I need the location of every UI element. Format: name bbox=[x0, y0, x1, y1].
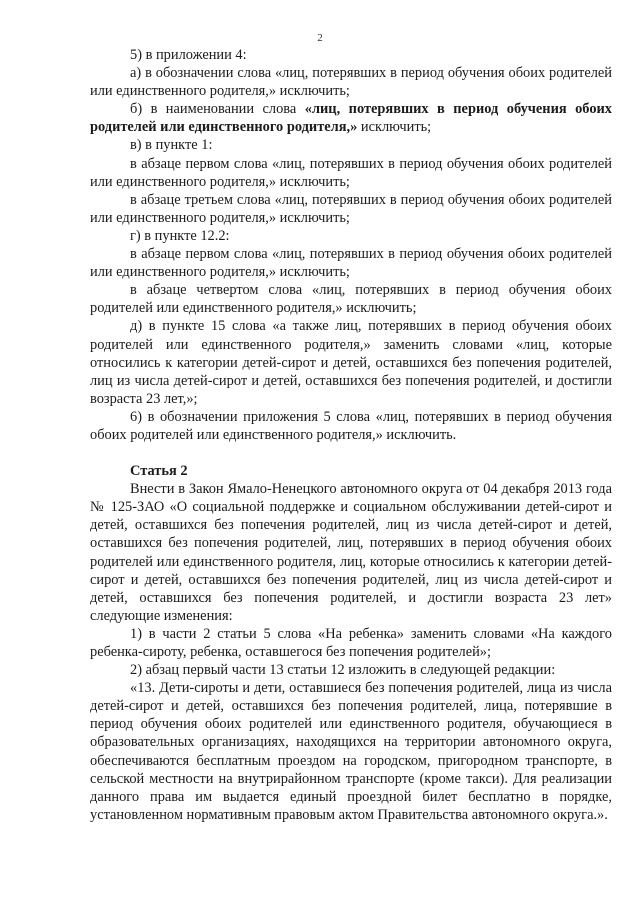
article-item-1: 1) в части 2 статьи 5 слова «На ребенка» заменить словами «На каждого ребенка-сироту, ребенка, оставшегося без попечения родителей»; bbox=[90, 625, 612, 660]
paragraph-item-6: 6) в обозначении приложения 5 слова «лиц, потерявших в период обучения обоих родителей или единственного родителя,» исключить. bbox=[90, 408, 612, 443]
article-item-2: 2) абзац первый части 13 статьи 12 изложить в следующей редакции: bbox=[130, 662, 556, 679]
document-body bbox=[90, 46, 612, 824]
paragraph-item-5d: д) в пункте 15 слова «а также лиц, потерявших в период обучения обоих родителей или единственного родителя,» заменить словами «лиц, которые относились к категории детей-сирот и детей, оставшихся без попечения родителей, лиц из числа детей-сирот и детей, оставшихся без попечения родителей, и достигли возраста 23 лет,»; bbox=[90, 318, 612, 407]
paragraph-subitem: в абзаце первом слова «лиц, потерявших в период обучения обоих родителей или единственного родителя,» исключить; bbox=[90, 246, 612, 281]
paragraph-item-5b bbox=[90, 100, 612, 136]
bold-phrase: «лиц, потерявших в период обучения обоих родителей или единственного родителя,» bbox=[90, 101, 612, 136]
paragraph-item-5a: а) в обозначении слова «лиц, потерявших в период обучения обоих родителей или единственного родителя,» исключить; bbox=[90, 65, 612, 100]
paragraph-subitem: в абзаце четвертом слова «лиц, потерявших в период обучения обоих родителей или единственного родителя,» исключить; bbox=[90, 282, 612, 317]
page-number: 2 bbox=[317, 32, 323, 44]
paragraph-text: б) в наименовании слова bbox=[130, 101, 305, 118]
article-quote: «13. Дети-сироты и дети, оставшиеся без попечения родителей, лица из числа детей-сирот и детей, оставшихся без попечения родителей, лица, потерявшие в период обучения обоих родителей или единственного родителя, обучающиеся в образовательных организациях, находящихся на территории автономного округа, обеспечиваются бесплатным проездом на городском, пригородном транспорте, в сельской местности на внутрирайонном транспорте (кроме такси). Для реализации данного права им выдается единый проездной билет бесплатно в порядке, установленном нормативным правовым актом Правительства автономного округа.». bbox=[90, 680, 612, 823]
paragraph-item-5v: в) в пункте 1: bbox=[130, 137, 213, 154]
paragraph-subitem: в абзаце третьем слова «лиц, потерявших в период обучения обоих родителей или единственного родителя,» исключить; bbox=[90, 191, 612, 226]
paragraph-item-5: 5) в приложении 4: bbox=[130, 47, 247, 63]
paragraph-subitem: в абзаце первом слова «лиц, потерявших в период обучения обоих родителей или единственного родителя,» исключить; bbox=[90, 155, 612, 190]
article-heading bbox=[90, 462, 612, 480]
article-intro: Внести в Закон Ямало-Ненецкого автономного округа от 04 декабря 2013 года № 125-ЗАО «О социальной поддержке и социальном обслуживании детей-сирот и детей, оставшихся без попечения родителей, лиц из числа детей-сирот и детей, оставшихся без попечения родителей, лиц, потерявших в период обучения обоих родителей или единственного родителя, лиц, которые относились к категории детей-сирот и детей, оставшихся без попечения родителей, лиц из числа детей-сирот и детей, оставшихся без попечения родителей, и достигли возраста 23 лет» следующие изменения: bbox=[90, 481, 612, 624]
paragraph-text: исключить; bbox=[357, 119, 432, 136]
article-heading-text: Статья 2 bbox=[130, 463, 188, 480]
paragraph-item-5g: г) в пункте 12.2: bbox=[130, 227, 230, 244]
